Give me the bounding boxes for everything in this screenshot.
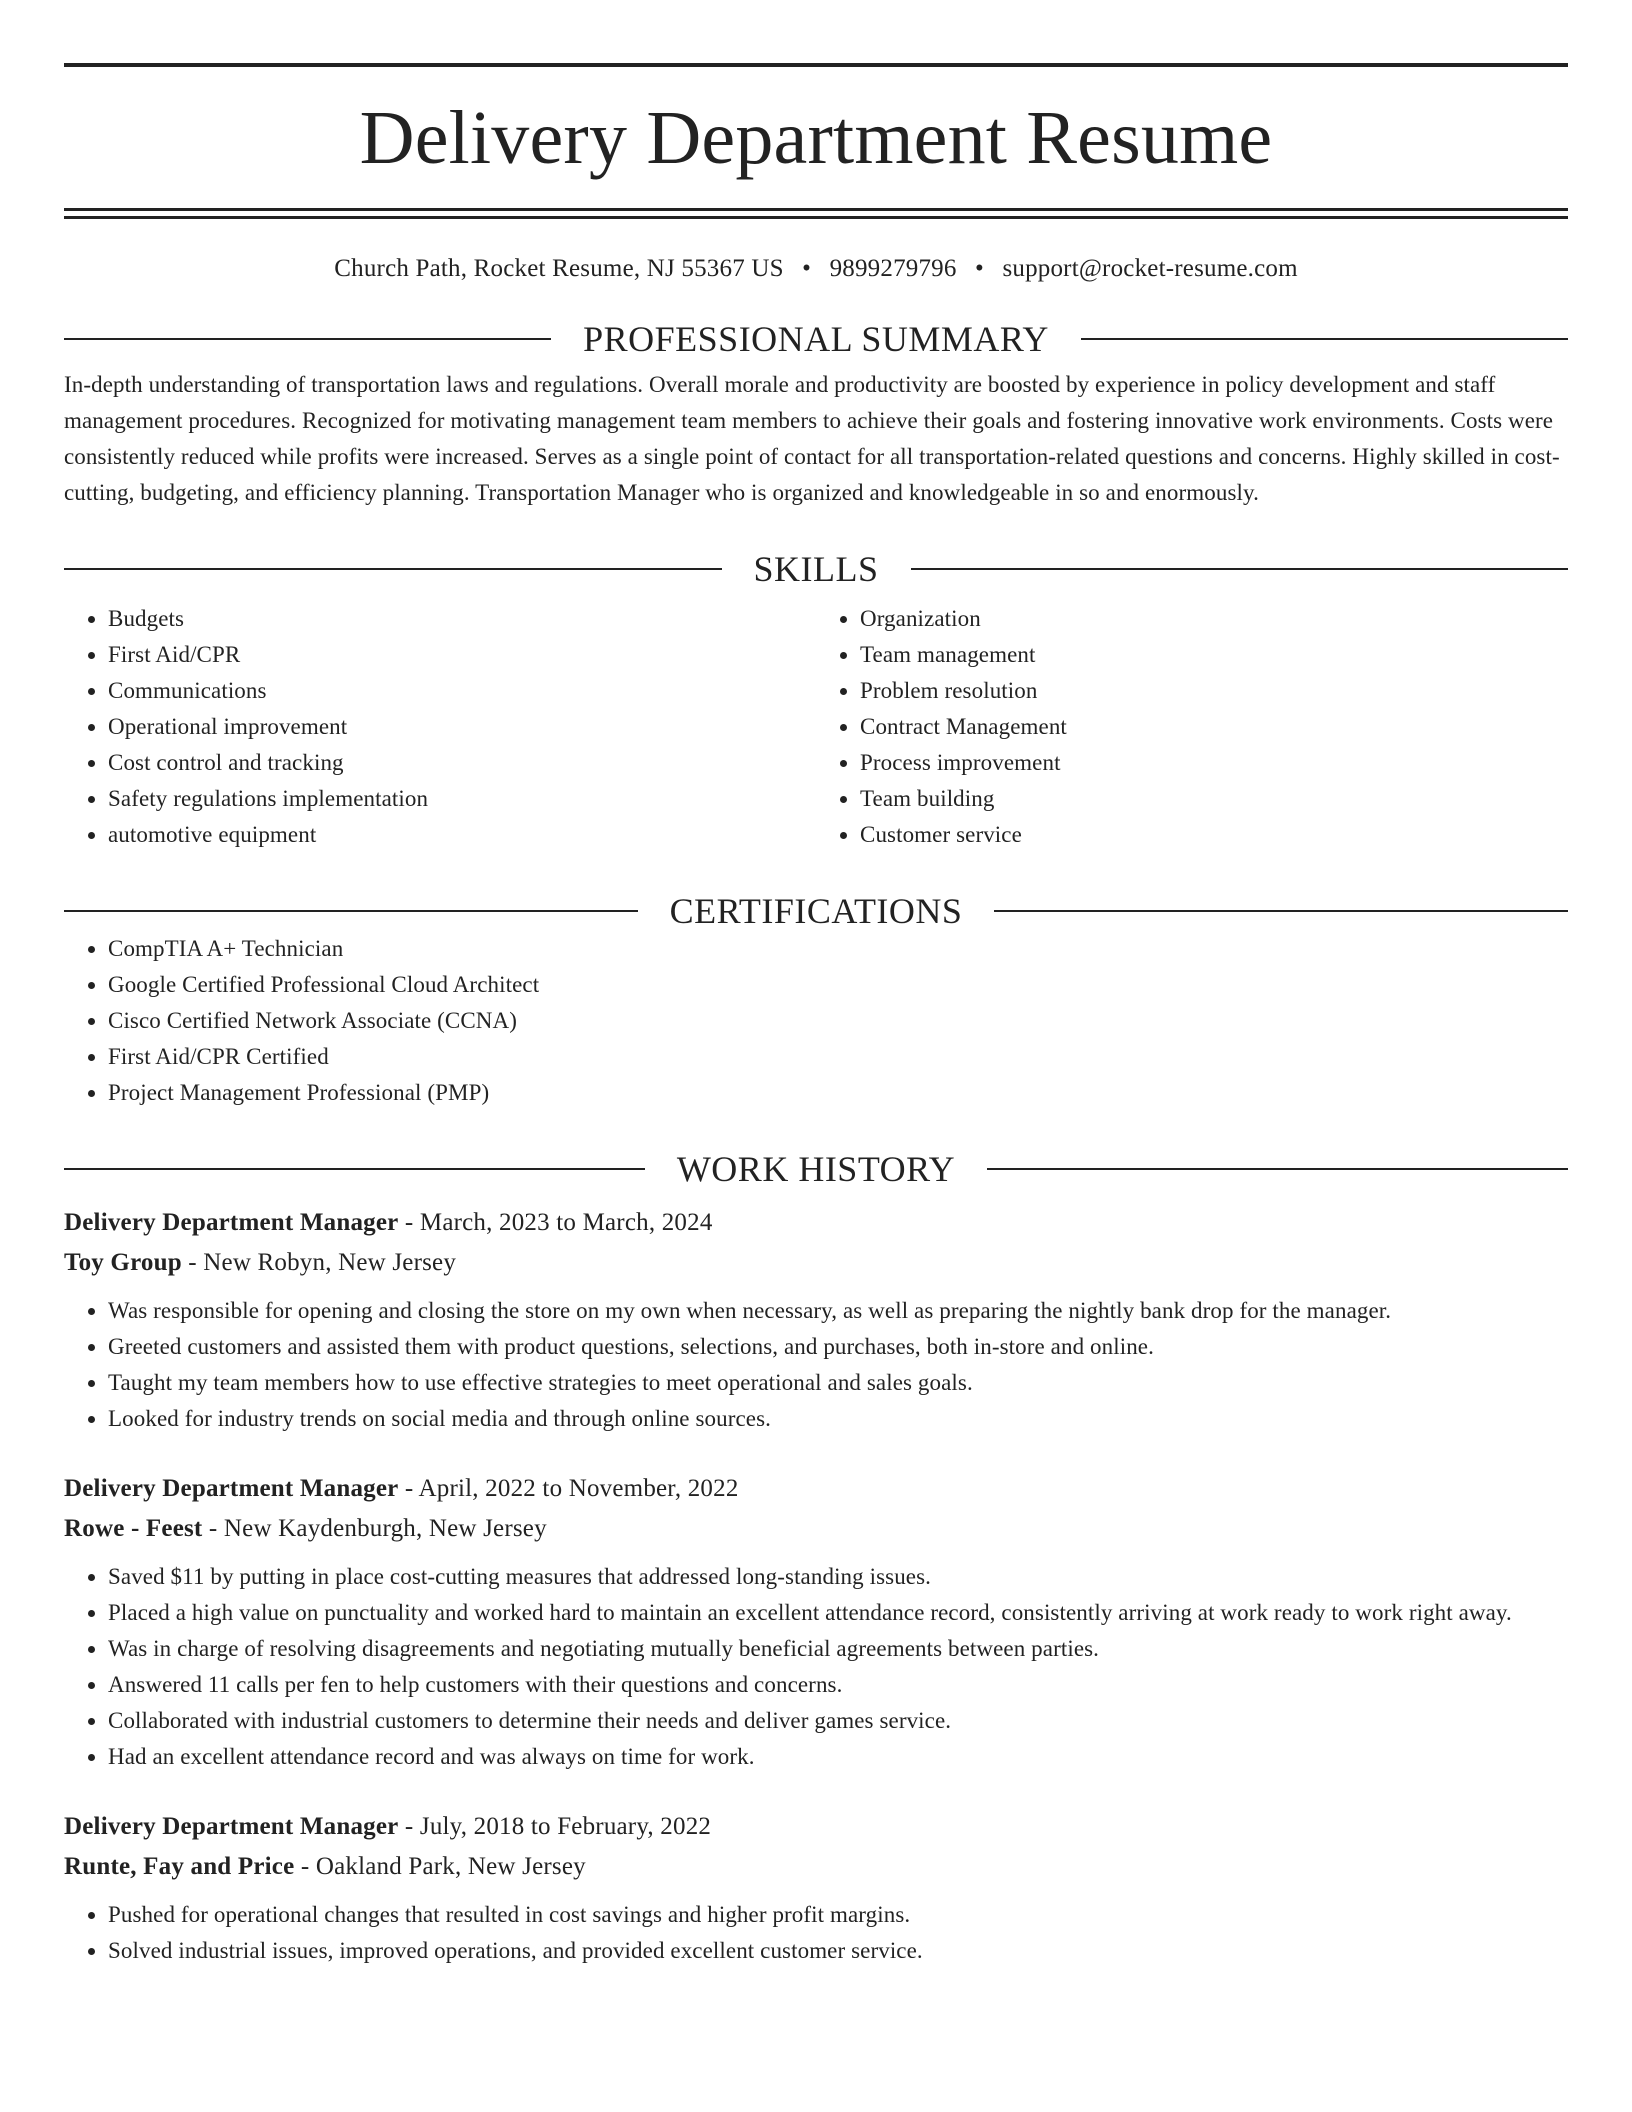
contact-phone: 9899279796 [829, 255, 957, 282]
certifications-list [64, 931, 1568, 1111]
job-title: Delivery Department Manager [64, 1209, 399, 1236]
job-title-line [64, 1203, 1568, 1243]
job-location: New Kaydenburgh, New Jersey [223, 1515, 547, 1542]
job-duty-item: • Saved $11 by putting in place cost-cutting measures that addressed long-standing issues. [108, 1559, 1568, 1595]
heading-rule [994, 910, 1568, 912]
certification-item: • Google Certified Professional Cloud Architect [108, 967, 1568, 1003]
skill-item: • Customer service [860, 817, 1568, 853]
skills-columns [64, 601, 1568, 853]
job-company-line [64, 1847, 1568, 1887]
job-title-line [64, 1807, 1568, 1847]
heading-rule [64, 910, 638, 912]
job-location: Oakland Park, New Jersey [315, 1853, 586, 1880]
job-company-line [64, 1243, 1568, 1283]
dash: - [398, 1813, 420, 1840]
skill-item: • Safety regulations implementation [108, 781, 816, 817]
job-entry [64, 1807, 1568, 1969]
job-duty-item: • Placed a high value on punctuality and worked hard to maintain an excellent attendance record, consistently arriving at work ready to work right away. [108, 1595, 1568, 1631]
job-duty-item: • Taught my team members how to use effective strategies to meet operational and sales goals. [108, 1365, 1568, 1401]
skill-item: • automotive equipment [108, 817, 816, 853]
dash: - [398, 1209, 420, 1236]
skill-item: • Budgets [108, 601, 816, 637]
section-title-summary: PROFESSIONAL SUMMARY [583, 319, 1049, 359]
job-company: Rowe - Feest [64, 1515, 203, 1542]
heading-rule [987, 1168, 1568, 1170]
skill-item: • Process improvement [860, 745, 1568, 781]
job-duty-item: • Collaborated with industrial customers to determine their needs and deliver games service. [108, 1703, 1568, 1739]
skill-item: • Cost control and tracking [108, 745, 816, 781]
section-title-skills: SKILLS [753, 549, 879, 589]
skills-list-right [816, 601, 1568, 853]
contact-separator: • [802, 255, 812, 282]
dash: - [181, 1249, 204, 1276]
dash: - [294, 1853, 316, 1880]
job-duty-item: • Answered 11 calls per fen to help customers with their questions and concerns. [108, 1667, 1568, 1703]
job-company-line [64, 1509, 1568, 1549]
job-dates: March, 2023 to March, 2024 [419, 1209, 713, 1236]
skill-item: • Contract Management [860, 709, 1568, 745]
job-duty-item: • Looked for industry trends on social media and through online sources. [108, 1401, 1568, 1437]
skill-item: • Organization [860, 601, 1568, 637]
skill-item: • Problem resolution [860, 673, 1568, 709]
heading-rule [64, 338, 551, 340]
summary-text: In-depth understanding of transportation laws and regulations. Overall morale and productivity are boosted by experience in policy development and staff management procedures. Recognized for motivating management team members to achieve their goals and fostering innovative work environments. Costs were consistently reduced while profits were increased. Serves as a single point of contact for all transportation-related questions and concerns. Highly skilled in cost-cutting, budgeting, and efficiency planning. Transportation Manager who is organized and knowledgeable in so and enormously. [64, 372, 1560, 505]
job-duties-list [64, 1293, 1568, 1437]
job-title: Delivery Department Manager [64, 1475, 399, 1502]
skill-item: • Operational improvement [108, 709, 816, 745]
section-title-work-history: WORK HISTORY [676, 1149, 956, 1189]
job-duties-list [64, 1897, 1568, 1969]
dash: - [202, 1515, 224, 1542]
heading-rule [911, 568, 1569, 570]
dash: - [398, 1475, 419, 1502]
skill-item: • First Aid/CPR [108, 637, 816, 673]
skills-list-left [64, 601, 816, 853]
skill-item: • Team building [860, 781, 1568, 817]
title-double-rule [64, 208, 1568, 219]
heading-rule [64, 1168, 645, 1170]
top-rule [64, 63, 1568, 67]
contact-separator: • [975, 255, 984, 282]
section-heading-certifications [64, 891, 1568, 931]
certification-item: • First Aid/CPR Certified [108, 1039, 1568, 1075]
job-title-line [64, 1469, 1568, 1509]
skill-item: • Communications [108, 673, 816, 709]
job-duties-list [64, 1559, 1568, 1775]
job-company: Runte, Fay and Price [64, 1853, 295, 1880]
job-duty-item: • Pushed for operational changes that resulted in cost savings and higher profit margins. [108, 1897, 1568, 1933]
job-company: Toy Group [64, 1249, 182, 1276]
skill-item: • Team management [860, 637, 1568, 673]
page-title: Delivery Department Resume [359, 96, 1273, 180]
job-duty-item: • Was responsible for opening and closing the store on my own when necessary, as well as preparing the nightly bank drop for the manager. [108, 1293, 1568, 1329]
job-entry [64, 1203, 1568, 1437]
section-heading-skills [64, 549, 1568, 589]
contact-line [64, 256, 1568, 281]
contact-email: support@rocket-resume.com [1002, 255, 1298, 282]
job-dates: April, 2022 to November, 2022 [418, 1475, 739, 1502]
job-title: Delivery Department Manager [64, 1813, 399, 1840]
job-duty-item: • Solved industrial issues, improved operations, and provided excellent customer service. [108, 1933, 1568, 1969]
heading-rule [64, 568, 722, 570]
certification-item: • CompTIA A+ Technician [108, 931, 1568, 967]
certification-item: • Project Management Professional (PMP) [108, 1075, 1568, 1111]
section-title-certifications: CERTIFICATIONS [669, 891, 963, 931]
job-location: New Robyn, New Jersey [203, 1249, 457, 1276]
job-duty-item: • Was in charge of resolving disagreements and negotiating mutually beneficial agreements between parties. [108, 1631, 1568, 1667]
job-dates: July, 2018 to February, 2022 [419, 1813, 712, 1840]
job-duty-item: • Greeted customers and assisted them with product questions, selections, and purchases, both in-store and online. [108, 1329, 1568, 1365]
job-duty-item: • Had an excellent attendance record and was always on time for work. [108, 1739, 1568, 1775]
section-heading-work-history [64, 1149, 1568, 1189]
certification-item: • Cisco Certified Network Associate (CCNA) [108, 1003, 1568, 1039]
contact-address: Church Path, Rocket Resume, NJ 55367 US [334, 255, 784, 282]
heading-rule [1081, 338, 1568, 340]
job-entry [64, 1469, 1568, 1775]
section-heading-summary [64, 319, 1568, 359]
